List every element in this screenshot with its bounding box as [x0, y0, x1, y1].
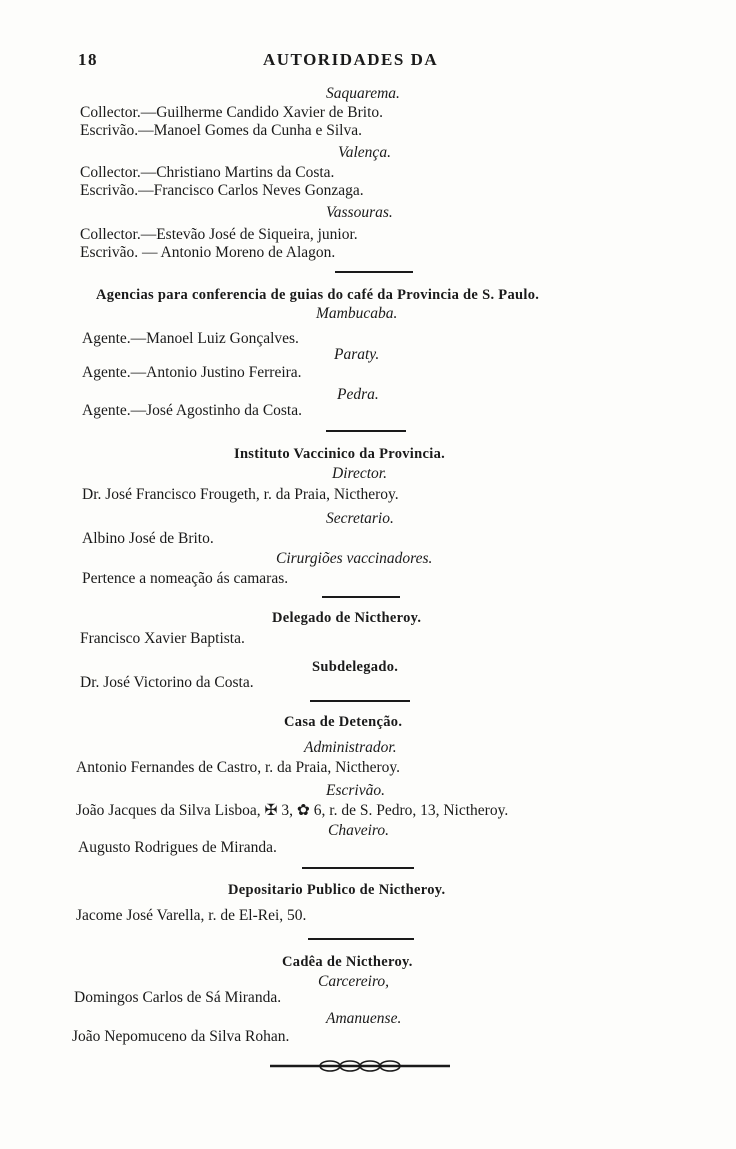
page-number: 18 — [78, 50, 98, 69]
divider — [335, 271, 413, 273]
instituto-heading: Instituto Vaccinico da Provincia. — [234, 446, 446, 462]
administrador-label: Administrador. — [304, 739, 397, 756]
director-label: Director. — [332, 465, 387, 482]
agencias-heading: Agencias para conferencia de guias do café da Provincia de S. Paulo. — [96, 287, 540, 303]
place-saquarema: Saquarema. — [326, 85, 400, 102]
vassouras-escrivao: Escrivão. — Antonio Moreno de Alagon. — [80, 244, 336, 261]
divider — [308, 938, 414, 940]
place-mambucaba: Mambucaba. — [316, 305, 398, 322]
casa-heading: Casa de Detenção. — [284, 714, 403, 730]
secretario-label: Secretario. — [326, 510, 394, 527]
saquarema-collector: Collector.—Guilherme Candido Xavier de Brito. — [80, 104, 384, 121]
saquarema-escrivao: Escrivão.—Manoel Gomes da Cunha e Silva. — [80, 122, 362, 139]
valenca-collector: Collector.—Christiano Martins da Costa. — [80, 164, 335, 181]
cadea-heading: Cadêa de Nictheroy. — [282, 954, 413, 970]
valenca-escrivao: Escrivão.—Francisco Carlos Neves Gonzaga. — [80, 182, 364, 199]
divider — [310, 700, 410, 702]
administrador-name: Antonio Fernandes de Castro, r. da Praia, Nictheroy. — [76, 759, 400, 776]
escrivao-name: João Jacques da Silva Lisboa, ✠ 3, ✿ 6, r. de S. Pedro, 13, Nictheroy. — [76, 802, 509, 819]
subdelegado-name: Dr. José Victorino da Costa. — [80, 674, 254, 691]
divider — [326, 430, 406, 432]
escrivao-label: Escrivão. — [326, 782, 385, 799]
depositario-heading: Depositario Publico de Nictheroy. — [228, 882, 446, 898]
cirurgioes-text: Pertence a nomeação ás camaras. — [82, 570, 289, 587]
depositario-name: Jacome José Varella, r. de El-Rei, 50. — [76, 907, 307, 924]
agente-pedra: Agente.—José Agostinho da Costa. — [82, 402, 302, 419]
chaveiro-name: Augusto Rodrigues de Miranda. — [78, 839, 277, 856]
vassouras-collector: Collector.—Estevão José de Siqueira, junior. — [80, 226, 358, 243]
place-pedra: Pedra. — [337, 386, 379, 403]
delegado-heading: Delegado de Nictheroy. — [272, 610, 422, 626]
place-vassouras: Vassouras. — [326, 204, 393, 221]
secretario-name: Albino José de Brito. — [82, 530, 214, 547]
amanuense-label: Amanuense. — [326, 1010, 402, 1027]
ornament-divider — [270, 1059, 450, 1073]
divider — [302, 867, 414, 869]
divider — [322, 596, 400, 598]
chaveiro-label: Chaveiro. — [328, 822, 389, 839]
carcereiro-name: Domingos Carlos de Sá Miranda. — [74, 989, 282, 1006]
place-paraty: Paraty. — [334, 346, 380, 363]
place-valenca: Valença. — [338, 144, 391, 161]
agente-paraty: Agente.—Antonio Justino Ferreira. — [82, 364, 302, 381]
page-header — [78, 50, 518, 74]
delegado-name: Francisco Xavier Baptista. — [80, 630, 245, 647]
director-name: Dr. José Francisco Frougeth, r. da Praia, Nictheroy. — [82, 486, 399, 503]
cirurgioes-label: Cirurgiões vaccinadores. — [276, 550, 433, 567]
agente-mambucaba: Agente.—Manoel Luiz Gonçalves. — [82, 330, 299, 347]
page-title: AUTORIDADES DA — [263, 50, 439, 69]
carcereiro-label: Carcereiro, — [318, 973, 390, 990]
amanuense-name: João Nepomuceno da Silva Rohan. — [72, 1028, 290, 1045]
subdelegado-heading: Subdelegado. — [312, 659, 399, 675]
